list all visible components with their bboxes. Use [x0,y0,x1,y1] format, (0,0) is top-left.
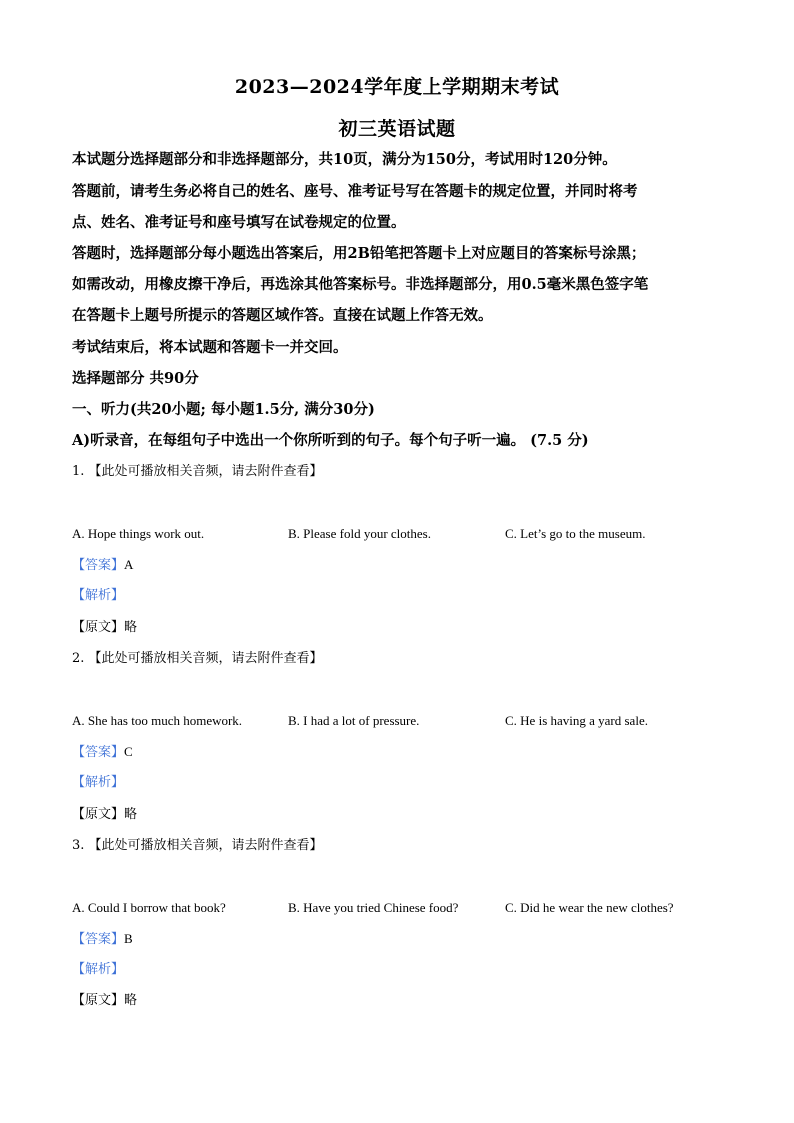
question-1-analysis [72,586,124,606]
question-1-option-a: A. Hope things work out. [72,526,205,541]
section-heading: 一、听力(共20小题; 每小题1.5分, 满分30分) [72,401,375,418]
exam-title: 2023—2024学年度上学期期末考试 [234,76,560,98]
question-2-option-a: A. She has too much homework. [72,713,243,728]
question-1-option-c: C. Let’s go to the museum. [505,526,646,541]
question-3-original [72,991,137,1011]
question-2-option-c: C. He is having a yard sale. [505,713,648,728]
question-1-option-b: B. Please fold your clothes. [288,526,431,541]
original-value: 略 [124,993,138,1008]
question-1-original [72,618,137,638]
section-part-label: 选择题部分 共90分 [72,370,199,387]
question-2-analysis [72,773,124,793]
instruction-line-1: 本试题分选择题部分和非选择题部分，共10页，满分为150分，考试用时120分钟。 [72,151,617,168]
exam-subtitle: 初三英语试题 [338,118,456,140]
answer-value: A [124,557,134,572]
question-1-answer [72,555,133,576]
original-label: 【原文】 [72,620,125,635]
question-3-answer [72,929,133,950]
analysis-label: 【解析】 [72,775,125,790]
original-label: 【原文】 [72,993,125,1008]
answer-value: B [124,931,133,946]
analysis-label: 【解析】 [72,962,125,977]
question-1-number: 1. 【此处可播放相关音频，请去附件查看】 [72,464,323,479]
question-3-option-b: B. Have you tried Chinese food? [288,900,459,915]
question-3-number: 3. 【此处可播放相关音频，请去附件查看】 [72,838,323,853]
question-2-option-b: B. I had a lot of pressure. [288,713,420,728]
question-2-number: 2. 【此处可播放相关音频，请去附件查看】 [72,651,323,666]
answer-value: C [124,744,133,759]
question-2-original [72,805,137,825]
answer-label: 【答案】 [72,558,125,573]
answer-label: 【答案】 [72,932,125,947]
question-3-option-a: A. Could I borrow that book? [72,900,226,915]
original-value: 略 [124,620,138,635]
instruction-line-6: 在答题卡上题号所提示的答题区域作答。直接在试题上作答无效。 [72,307,493,324]
instruction-line-5: 如需改动，用橡皮擦干净后，再选涂其他答案标号。非选择题部分，用0.5毫米黑色签字笔 [72,276,649,293]
original-value: 略 [124,807,138,822]
instruction-line-3: 点、姓名、准考证号和座号填写在试卷规定的位置。 [72,214,406,231]
question-3-option-c: C. Did he wear the new clothes? [505,900,674,915]
original-label: 【原文】 [72,807,125,822]
instruction-line-2: 答题前，请考生务必将自己的姓名、座号、准考证号写在答题卡的规定位置，并同时将考 [72,183,638,200]
instruction-line-7: 考试结束后，将本试题和答题卡一并交回。 [72,339,348,356]
question-2-answer [72,742,133,763]
instruction-line-4: 答题时，选择题部分每小题选出答案后，用2B铅笔把答题卡上对应题目的答案标号涂黑； [72,245,646,262]
answer-label: 【答案】 [72,745,125,760]
analysis-label: 【解析】 [72,588,125,603]
section-sub-heading: A)听录音，在每组句子中选出一个你所听到的句子。每个句子听一遍。 (7.5 分) [72,432,589,449]
question-3-analysis [72,960,124,980]
